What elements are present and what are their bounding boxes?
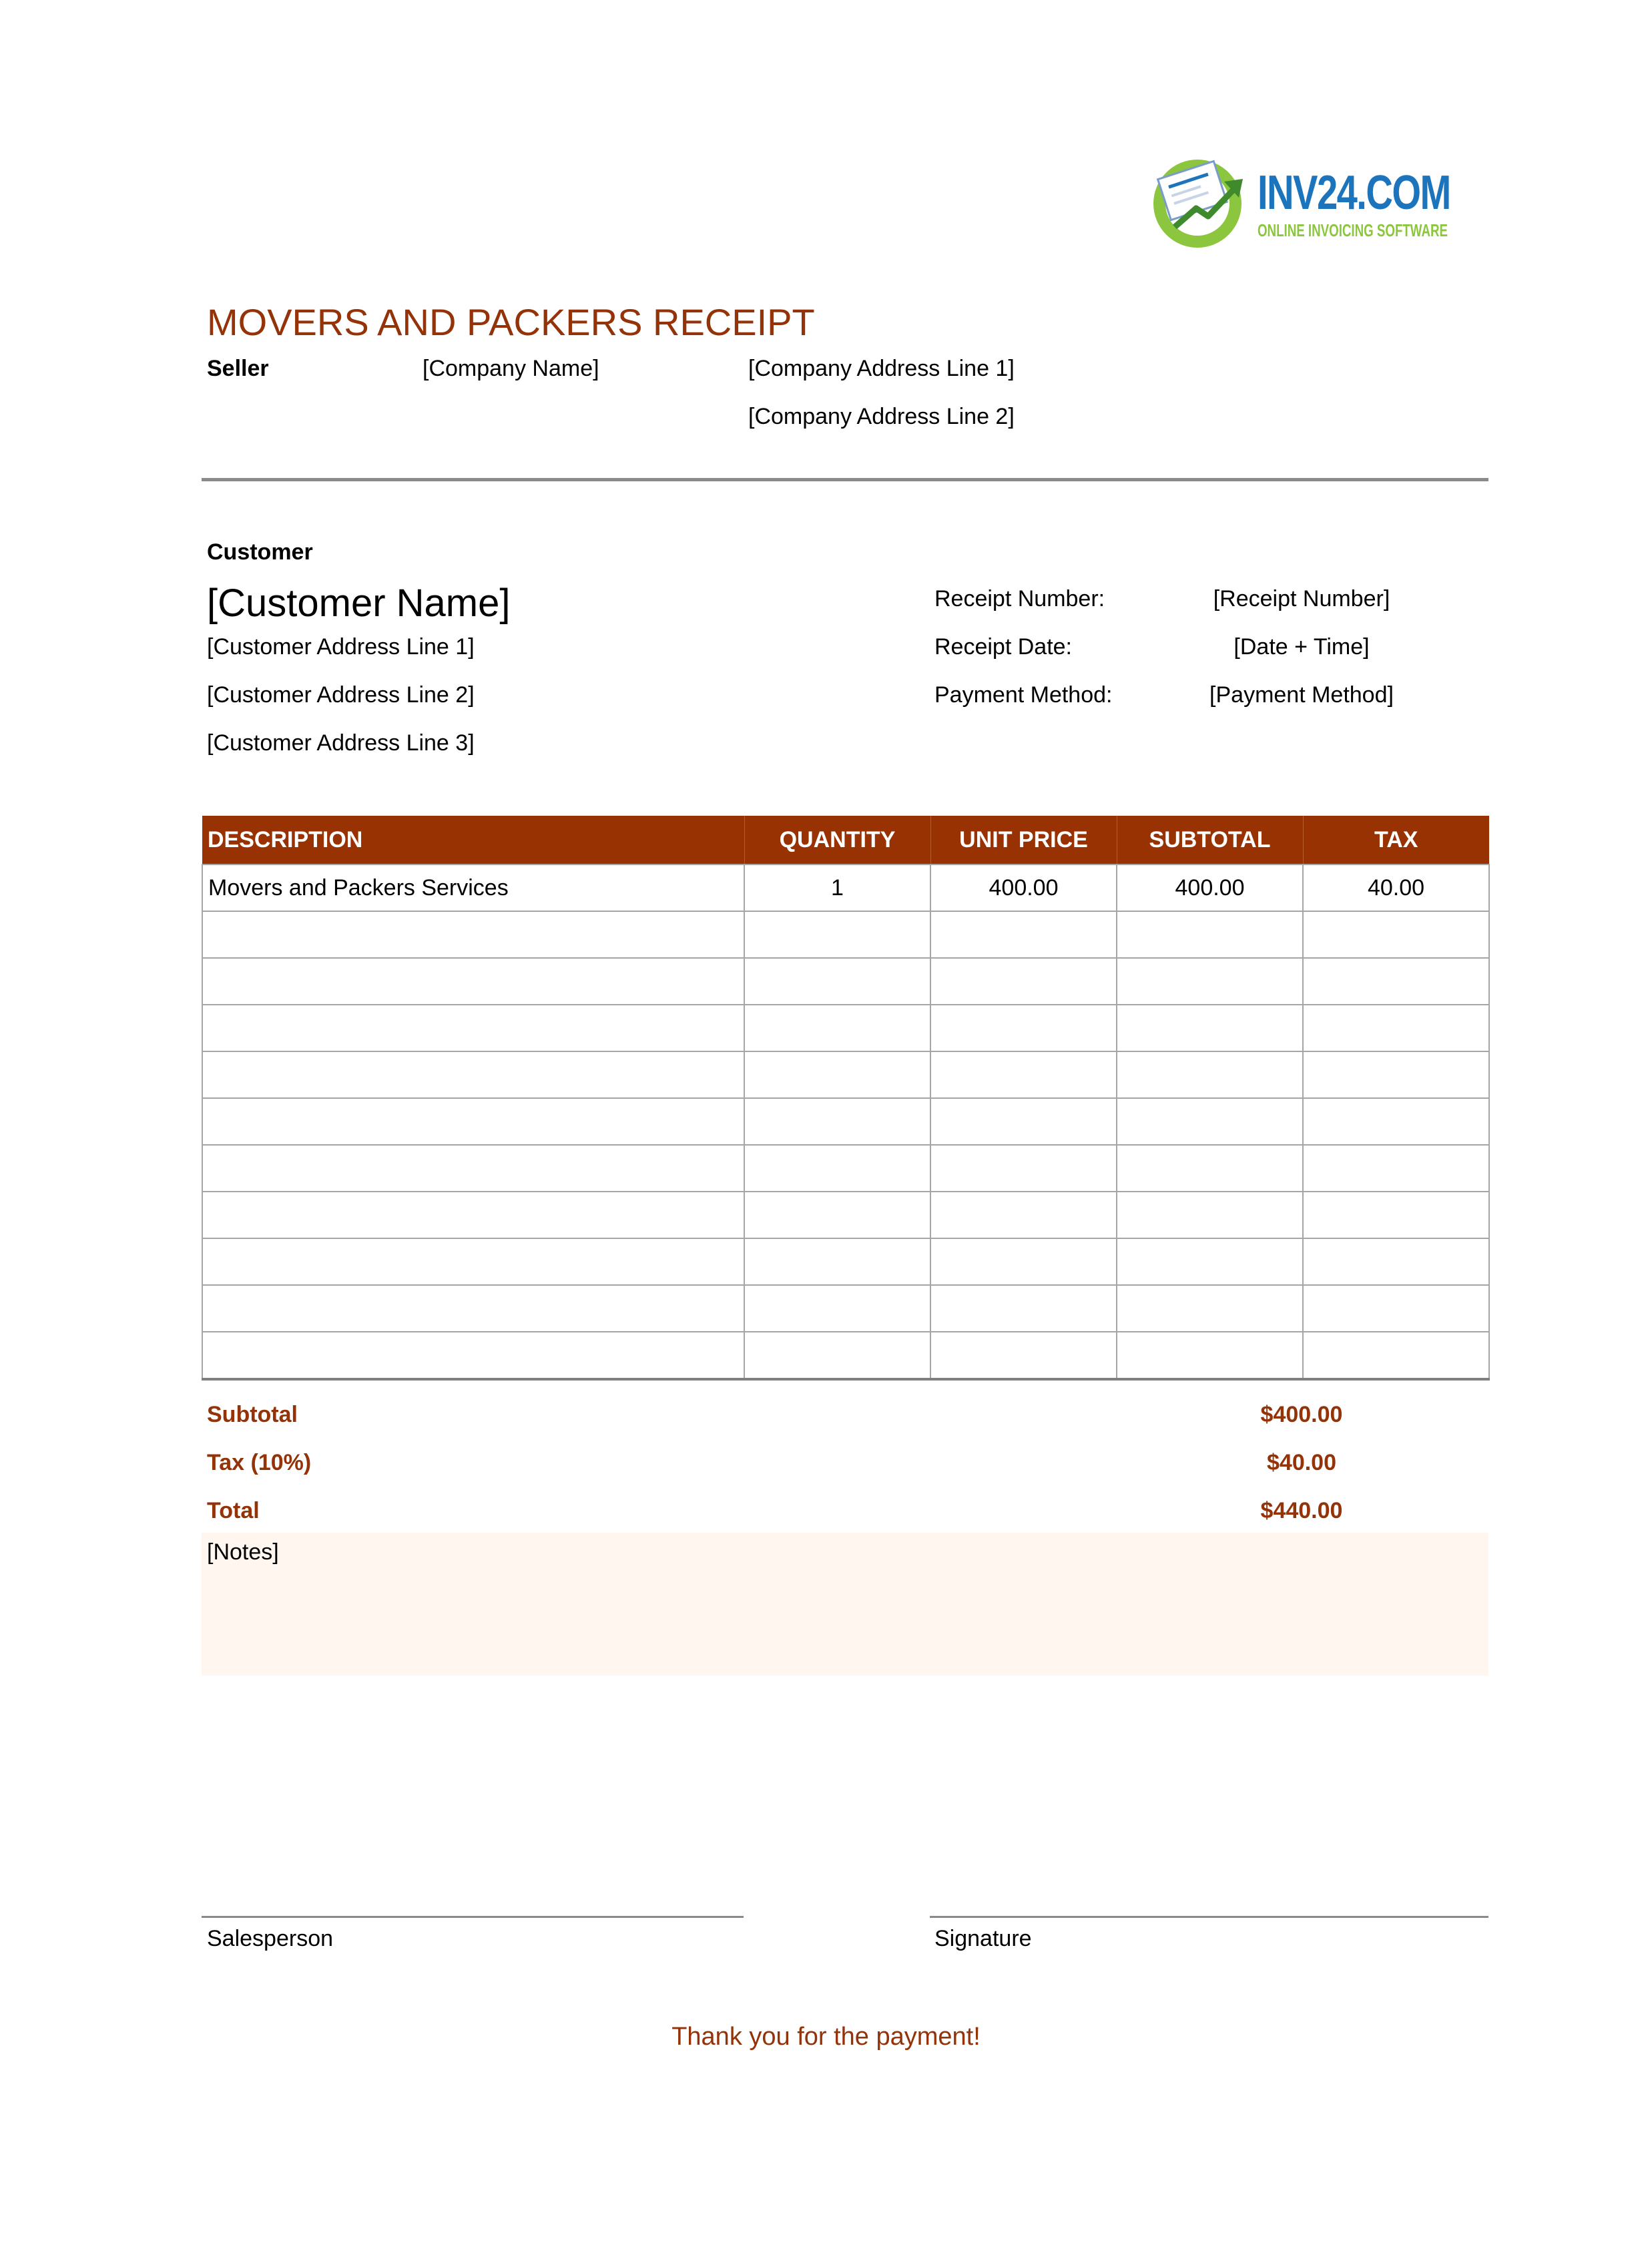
notes-box[interactable] xyxy=(202,1533,1488,1676)
subtotal-value: $400.00 xyxy=(1260,1402,1343,1427)
tax-label: Tax (10%) xyxy=(207,1450,312,1475)
customer-address-line-2: [Customer Address Line 2] xyxy=(207,682,475,708)
cell-description xyxy=(202,1051,744,1098)
receipt-date-value: [Date + Time] xyxy=(1233,634,1370,660)
cell-description: Movers and Packers Services xyxy=(202,864,744,911)
line-items-table xyxy=(202,816,1490,1381)
seller-address-line-1: [Company Address Line 1] xyxy=(748,356,1015,381)
cell-unit-price xyxy=(930,1332,1117,1379)
receipt-number-label: Receipt Number: xyxy=(934,586,1105,611)
table-row xyxy=(202,1098,1489,1145)
cell-description xyxy=(202,1005,744,1051)
table-row xyxy=(202,1192,1489,1238)
cell-tax xyxy=(1303,1005,1489,1051)
logo-brand-text: INV24.COM xyxy=(1258,166,1450,220)
table-row xyxy=(202,1285,1489,1332)
cell-quantity xyxy=(744,1145,930,1192)
cell-subtotal xyxy=(1117,1145,1303,1192)
cell-subtotal xyxy=(1117,1098,1303,1145)
table-header-row xyxy=(202,816,1489,864)
cell-unit-price xyxy=(930,1051,1117,1098)
cell-quantity xyxy=(744,1005,930,1051)
cell-tax xyxy=(1303,958,1489,1005)
cell-unit-price xyxy=(930,1238,1117,1285)
cell-unit-price xyxy=(930,1145,1117,1192)
subtotal-label: Subtotal xyxy=(207,1402,298,1427)
salesperson-label: Salesperson xyxy=(207,1926,334,1951)
cell-description xyxy=(202,1145,744,1192)
cell-quantity xyxy=(744,958,930,1005)
table-row xyxy=(202,1238,1489,1285)
cell-description xyxy=(202,911,744,958)
cell-tax: 40.00 xyxy=(1303,864,1489,911)
cell-unit-price xyxy=(930,1005,1117,1051)
page-title: MOVERS AND PACKERS RECEIPT xyxy=(207,301,815,343)
cell-subtotal xyxy=(1117,911,1303,958)
table-row xyxy=(202,911,1489,958)
cell-unit-price xyxy=(930,1098,1117,1145)
cell-tax xyxy=(1303,911,1489,958)
seller-address-line-2: [Company Address Line 2] xyxy=(748,404,1015,429)
cell-tax xyxy=(1303,1192,1489,1238)
customer-address-line-3: [Customer Address Line 3] xyxy=(207,730,475,756)
cell-quantity xyxy=(744,911,930,958)
cell-quantity xyxy=(744,1332,930,1379)
cell-quantity: 1 xyxy=(744,864,930,911)
cell-unit-price: 400.00 xyxy=(930,864,1117,911)
signature-label: Signature xyxy=(934,1926,1032,1951)
signature-line xyxy=(930,1916,1488,1918)
cell-tax xyxy=(1303,1098,1489,1145)
cell-description xyxy=(202,958,744,1005)
cell-subtotal xyxy=(1117,1332,1303,1379)
receipt-date-label: Receipt Date: xyxy=(934,634,1072,660)
cell-quantity xyxy=(744,1192,930,1238)
thank-you-message: Thank you for the payment! xyxy=(671,2023,981,2051)
cell-quantity xyxy=(744,1098,930,1145)
cell-quantity xyxy=(744,1051,930,1098)
cell-tax xyxy=(1303,1238,1489,1285)
cell-subtotal: 400.00 xyxy=(1117,864,1303,911)
cell-tax xyxy=(1303,1332,1489,1379)
notes-text: [Notes] xyxy=(207,1539,279,1565)
table-row xyxy=(202,1005,1489,1051)
table-row xyxy=(202,958,1489,1005)
cell-tax xyxy=(1303,1145,1489,1192)
cell-subtotal xyxy=(1117,1192,1303,1238)
column-header-tax: TAX xyxy=(1303,816,1489,864)
cell-tax xyxy=(1303,1285,1489,1332)
cell-unit-price xyxy=(930,911,1117,958)
payment-method-label: Payment Method: xyxy=(934,682,1113,708)
section-divider xyxy=(202,478,1488,481)
customer-address-line-1: [Customer Address Line 1] xyxy=(207,634,475,660)
cell-unit-price xyxy=(930,1285,1117,1332)
cell-subtotal xyxy=(1117,1238,1303,1285)
column-header-description: DESCRIPTION xyxy=(202,816,744,864)
payment-method-value: [Payment Method] xyxy=(1209,682,1394,708)
tax-value: $40.00 xyxy=(1267,1450,1336,1475)
column-header-subtotal: SUBTOTAL xyxy=(1117,816,1303,864)
salesperson-line xyxy=(202,1916,744,1918)
table-row xyxy=(202,1332,1489,1379)
seller-label: Seller xyxy=(207,356,269,381)
cell-description xyxy=(202,1098,744,1145)
cell-unit-price xyxy=(930,958,1117,1005)
table-row xyxy=(202,864,1489,911)
table-row xyxy=(202,1051,1489,1098)
cell-unit-price xyxy=(930,1192,1117,1238)
column-header-unit-price: UNIT PRICE xyxy=(930,816,1117,864)
total-label: Total xyxy=(207,1498,260,1523)
receipt-number-value: [Receipt Number] xyxy=(1213,586,1390,611)
cell-tax xyxy=(1303,1051,1489,1098)
cell-description xyxy=(202,1192,744,1238)
table-row xyxy=(202,1145,1489,1192)
cell-subtotal xyxy=(1117,1285,1303,1332)
cell-subtotal xyxy=(1117,1051,1303,1098)
customer-label: Customer xyxy=(207,539,313,565)
cell-quantity xyxy=(744,1238,930,1285)
total-value: $440.00 xyxy=(1260,1498,1343,1523)
cell-quantity xyxy=(744,1285,930,1332)
cell-subtotal xyxy=(1117,958,1303,1005)
logo-tagline: ONLINE INVOICING SOFTWARE xyxy=(1258,220,1448,240)
column-header-quantity: QUANTITY xyxy=(744,816,930,864)
cell-description xyxy=(202,1285,744,1332)
seller-company-name: [Company Name] xyxy=(423,356,599,381)
cell-description xyxy=(202,1332,744,1379)
company-logo xyxy=(1149,154,1450,254)
cell-description xyxy=(202,1238,744,1285)
customer-name: [Customer Name] xyxy=(207,581,511,625)
cell-subtotal xyxy=(1117,1005,1303,1051)
